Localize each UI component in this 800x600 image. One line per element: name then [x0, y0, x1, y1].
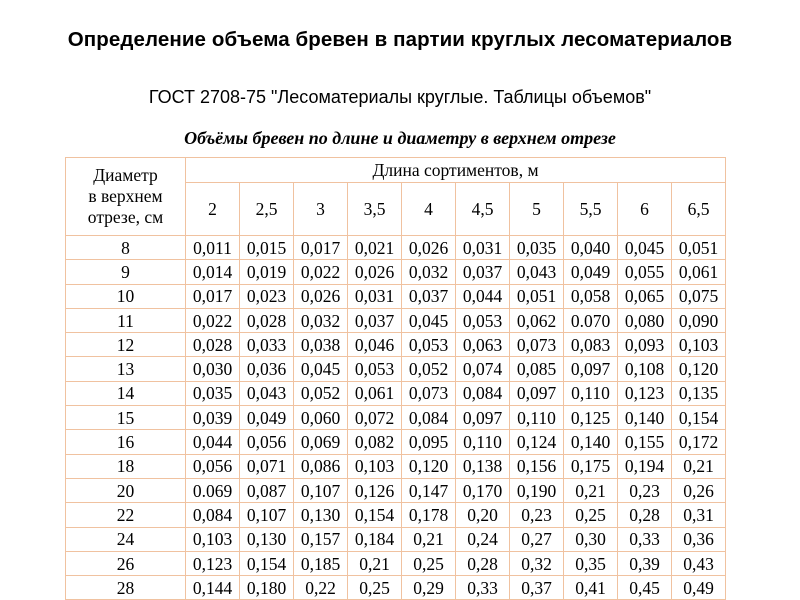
- volume-cell: 0,037: [402, 284, 456, 308]
- diameter-header-line: отрезе, см: [87, 207, 164, 227]
- volume-cell: 0,011: [186, 236, 240, 260]
- volume-cell: 0,172: [672, 430, 726, 454]
- length-header-cell: 6: [618, 183, 672, 236]
- volume-cell: 0,194: [618, 454, 672, 478]
- table-row: [66, 236, 726, 260]
- volume-cell: 0,36: [672, 527, 726, 551]
- standard-subtitle: ГОСТ 2708-75 "Лесоматериалы круглые. Таблицы объемов": [148, 87, 652, 107]
- volume-cell: 0,061: [672, 260, 726, 284]
- volume-cell: 0,083: [564, 333, 618, 357]
- volume-cell: 0,23: [510, 503, 564, 527]
- table-row: [66, 284, 726, 308]
- volume-cell: 0,093: [618, 333, 672, 357]
- volume-cell: 0,110: [456, 430, 510, 454]
- table-row: [66, 576, 726, 600]
- volume-cell: 0,046: [348, 333, 402, 357]
- volume-cell: 0,39: [618, 551, 672, 575]
- volume-cell: 0,33: [618, 527, 672, 551]
- volume-cell: 0,026: [348, 260, 402, 284]
- table-caption: Объёмы бревен по длине и диаметру в верхнем отрезе: [184, 128, 616, 148]
- volume-cell: 0,29: [402, 576, 456, 600]
- volume-cell: 0,052: [294, 381, 348, 405]
- volume-cell: 0,126: [348, 478, 402, 502]
- volume-cell: 0,180: [240, 576, 294, 600]
- volume-cell: 0,085: [510, 357, 564, 381]
- volume-cell: 0.069: [186, 478, 240, 502]
- diameter-cell: 9: [66, 260, 186, 284]
- volume-cell: 0,023: [240, 284, 294, 308]
- volume-cell: 0,075: [672, 284, 726, 308]
- diameter-cell: 22: [66, 503, 186, 527]
- volume-cell: 0,062: [510, 308, 564, 332]
- volume-cell: 0,084: [402, 406, 456, 430]
- volume-cell: 0,103: [348, 454, 402, 478]
- volume-cell: 0,140: [564, 430, 618, 454]
- volume-cell: 0,026: [294, 284, 348, 308]
- volume-cell: 0,049: [564, 260, 618, 284]
- volume-cell: 0,107: [240, 503, 294, 527]
- volume-cell: 0,097: [564, 357, 618, 381]
- volume-cell: 0,028: [240, 308, 294, 332]
- volume-cell: 0,135: [672, 381, 726, 405]
- diameter-cell: 16: [66, 430, 186, 454]
- table-row: [66, 406, 726, 430]
- volume-cell: 0,120: [672, 357, 726, 381]
- volume-cell: 0,035: [186, 381, 240, 405]
- length-header-cell: 5: [510, 183, 564, 236]
- diameter-cell: 15: [66, 406, 186, 430]
- volume-cell: 0,125: [564, 406, 618, 430]
- volume-cell: 0,021: [348, 236, 402, 260]
- volume-cell: 0,22: [294, 576, 348, 600]
- volume-cell: 0,123: [618, 381, 672, 405]
- volume-cell: 0,124: [510, 430, 564, 454]
- volume-cell: 0,156: [510, 454, 564, 478]
- volume-cell: 0,138: [456, 454, 510, 478]
- table-row: [66, 503, 726, 527]
- volume-cell: 0,058: [564, 284, 618, 308]
- volume-cell: 0,41: [564, 576, 618, 600]
- volume-cell: 0,032: [294, 308, 348, 332]
- table-body: [66, 236, 726, 600]
- diameter-cell: 24: [66, 527, 186, 551]
- volume-cell: 0,045: [618, 236, 672, 260]
- volume-cell: 0.070: [564, 308, 618, 332]
- length-header-cell: 2,5: [240, 183, 294, 236]
- volume-cell: 0,144: [186, 576, 240, 600]
- volume-cell: 0,084: [186, 503, 240, 527]
- volume-cell: 0,043: [510, 260, 564, 284]
- diameter-cell: 18: [66, 454, 186, 478]
- volume-cell: 0,45: [618, 576, 672, 600]
- length-header-cell: 3,5: [348, 183, 402, 236]
- diameter-cell: 11: [66, 308, 186, 332]
- volume-cell: 0,056: [186, 454, 240, 478]
- diameter-header-line: Диаметр: [93, 165, 158, 185]
- table-row: [66, 357, 726, 381]
- volume-cell: 0,33: [456, 576, 510, 600]
- volume-cell: 0,044: [456, 284, 510, 308]
- volume-cell: 0,190: [510, 478, 564, 502]
- volume-cell: 0,28: [618, 503, 672, 527]
- volume-cell: 0,036: [240, 357, 294, 381]
- diameter-cell: 13: [66, 357, 186, 381]
- volume-cell: 0,033: [240, 333, 294, 357]
- volume-cell: 0,031: [456, 236, 510, 260]
- volume-cell: 0,095: [402, 430, 456, 454]
- diameter-column-header: [66, 158, 186, 236]
- diameter-cell: 14: [66, 381, 186, 405]
- volume-cell: 0,25: [348, 576, 402, 600]
- volume-cell: 0,080: [618, 308, 672, 332]
- volume-cell: 0,110: [510, 406, 564, 430]
- volume-cell: 0,108: [618, 357, 672, 381]
- volume-cell: 0,032: [402, 260, 456, 284]
- table-row: [66, 260, 726, 284]
- length-header-cell: 4: [402, 183, 456, 236]
- table-row: [66, 454, 726, 478]
- volume-cell: 0,130: [240, 527, 294, 551]
- volume-cell: 0,017: [186, 284, 240, 308]
- diameter-cell: 12: [66, 333, 186, 357]
- length-header-cell: 2: [186, 183, 240, 236]
- volume-cell: 0,051: [510, 284, 564, 308]
- volume-cell: 0,053: [456, 308, 510, 332]
- volume-cell: 0,123: [186, 551, 240, 575]
- table-row: [66, 551, 726, 575]
- volume-cell: 0,045: [402, 308, 456, 332]
- volume-cell: 0,074: [456, 357, 510, 381]
- table-row: [66, 381, 726, 405]
- volume-cell: 0,014: [186, 260, 240, 284]
- volume-cell: 0,32: [510, 551, 564, 575]
- volume-cell: 0,21: [564, 478, 618, 502]
- volume-cell: 0,130: [294, 503, 348, 527]
- volume-cell: 0,21: [402, 527, 456, 551]
- volume-cell: 0,20: [456, 503, 510, 527]
- volume-cell: 0,097: [510, 381, 564, 405]
- volume-cell: 0,017: [294, 236, 348, 260]
- volume-cell: 0,056: [240, 430, 294, 454]
- volume-cell: 0,022: [186, 308, 240, 332]
- volume-cell: 0,140: [618, 406, 672, 430]
- volume-cell: 0,015: [240, 236, 294, 260]
- volume-cell: 0,031: [348, 284, 402, 308]
- volume-cell: 0,37: [510, 576, 564, 600]
- volume-cell: 0,022: [294, 260, 348, 284]
- volume-cell: 0,25: [564, 503, 618, 527]
- volume-cell: 0,27: [510, 527, 564, 551]
- volume-cell: 0,060: [294, 406, 348, 430]
- volume-cell: 0,154: [240, 551, 294, 575]
- volume-cell: 0,019: [240, 260, 294, 284]
- length-header-cell: 4,5: [456, 183, 510, 236]
- volume-cell: 0,055: [618, 260, 672, 284]
- volume-cell: 0,030: [186, 357, 240, 381]
- diameter-cell: 20: [66, 478, 186, 502]
- volume-cell: 0,071: [240, 454, 294, 478]
- volume-cell: 0,147: [402, 478, 456, 502]
- volume-cell: 0,185: [294, 551, 348, 575]
- diameter-cell: 8: [66, 236, 186, 260]
- diameter-cell: 10: [66, 284, 186, 308]
- volume-cell: 0,35: [564, 551, 618, 575]
- volume-cell: 0,157: [294, 527, 348, 551]
- page-title: Определение объема бревен в партии круглых лесоматериалов: [67, 28, 733, 51]
- volume-cell: 0,086: [294, 454, 348, 478]
- volume-cell: 0,026: [402, 236, 456, 260]
- table-row: [66, 430, 726, 454]
- volume-cell: 0,037: [456, 260, 510, 284]
- volume-cell: 0,25: [402, 551, 456, 575]
- volume-cell: 0,21: [348, 551, 402, 575]
- volume-cell: 0,051: [672, 236, 726, 260]
- volume-cell: 0,107: [294, 478, 348, 502]
- volume-cell: 0,082: [348, 430, 402, 454]
- length-header-cell: 5,5: [564, 183, 618, 236]
- volume-cell: 0,103: [672, 333, 726, 357]
- volume-cell: 0,31: [672, 503, 726, 527]
- log-volume-table: [65, 157, 726, 600]
- volume-cell: 0,26: [672, 478, 726, 502]
- volume-cell: 0,043: [240, 381, 294, 405]
- volume-cell: 0,087: [240, 478, 294, 502]
- volume-cell: 0,110: [564, 381, 618, 405]
- volume-cell: 0,120: [402, 454, 456, 478]
- volume-cell: 0,175: [564, 454, 618, 478]
- table-row: [66, 478, 726, 502]
- table-row: [66, 527, 726, 551]
- volume-cell: 0,037: [348, 308, 402, 332]
- diameter-header-line: в верхнем: [88, 186, 163, 206]
- volume-cell: 0,184: [348, 527, 402, 551]
- volume-cell: 0,30: [564, 527, 618, 551]
- volume-cell: 0,090: [672, 308, 726, 332]
- volume-cell: 0,178: [402, 503, 456, 527]
- table-row: [66, 308, 726, 332]
- length-group-header: Длина сортиментов, м: [186, 158, 726, 183]
- volume-cell: 0,044: [186, 430, 240, 454]
- volume-cell: 0,045: [294, 357, 348, 381]
- volume-cell: 0,170: [456, 478, 510, 502]
- volume-cell: 0,097: [456, 406, 510, 430]
- volume-cell: 0,24: [456, 527, 510, 551]
- volume-cell: 0,049: [240, 406, 294, 430]
- volume-cell: 0,038: [294, 333, 348, 357]
- volume-cell: 0,061: [348, 381, 402, 405]
- volume-cell: 0,028: [186, 333, 240, 357]
- volume-cell: 0,23: [618, 478, 672, 502]
- volume-cell: 0,49: [672, 576, 726, 600]
- diameter-cell: 28: [66, 576, 186, 600]
- volume-cell: 0,103: [186, 527, 240, 551]
- volume-cell: 0,154: [672, 406, 726, 430]
- volume-cell: 0,155: [618, 430, 672, 454]
- table-row: [66, 333, 726, 357]
- volume-cell: 0,28: [456, 551, 510, 575]
- volume-cell: 0,052: [402, 357, 456, 381]
- length-header-cell: 6,5: [672, 183, 726, 236]
- volume-cell: 0,039: [186, 406, 240, 430]
- volume-cell: 0,43: [672, 551, 726, 575]
- volume-cell: 0,21: [672, 454, 726, 478]
- volume-cell: 0,053: [402, 333, 456, 357]
- volume-cell: 0,073: [510, 333, 564, 357]
- volume-cell: 0,065: [618, 284, 672, 308]
- volume-cell: 0,063: [456, 333, 510, 357]
- volume-cell: 0,053: [348, 357, 402, 381]
- volume-cell: 0,073: [402, 381, 456, 405]
- volume-cell: 0,069: [294, 430, 348, 454]
- volume-cell: 0,035: [510, 236, 564, 260]
- volume-cell: 0,072: [348, 406, 402, 430]
- length-header-cell: 3: [294, 183, 348, 236]
- volume-cell: 0,084: [456, 381, 510, 405]
- volume-cell: 0,040: [564, 236, 618, 260]
- volume-cell: 0,154: [348, 503, 402, 527]
- diameter-cell: 26: [66, 551, 186, 575]
